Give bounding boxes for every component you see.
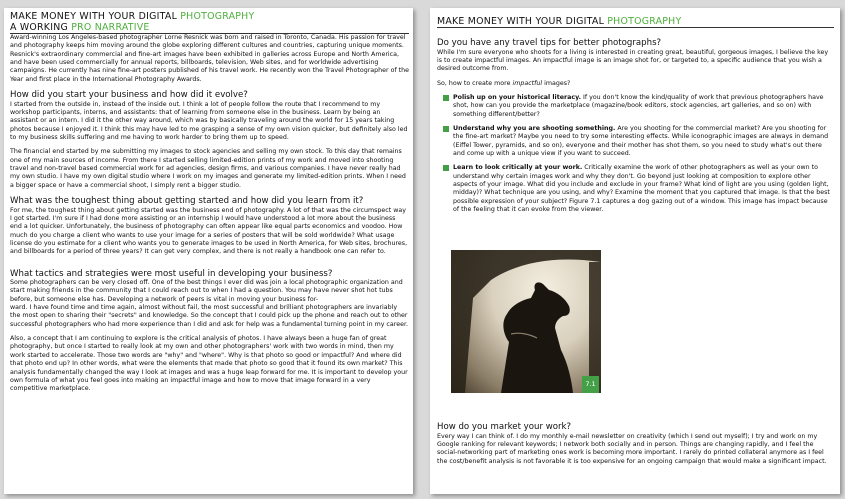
- answer-paragraph: For me, the toughest thing about getting started was the business end of photography. A lot of that was the circumspect way I got started. I'm sure if I had done more assisting or an internship I would have understood a lot more about the business end a lot quicker. Unfortunately, the business of photography can often appear like equal parts economics and voodoo. How much do you charge a client who wants to use your image for a series of posters that will be sold worldwide? What usage license do you estimate for a client who wants you to generate images to be used in North America, for Web sites, brochures, and billboards for a period of three years? It can get very complex, and there is not really a handbook one can refer to.: [10, 206, 408, 256]
- page-title: MAKE MONEY WITH YOUR DIGITAL PHOTOGRAPHY: [437, 16, 834, 28]
- bullet-item: Understand why you are shooting something. Are you shooting for the commercial market? Are you shooting for the fine-art market? Maybe you need to try some interesting effects. While iconographic images are always in demand (Eiffel Tower, pyramids, and so on), everyone and their mother has shot them, so you need to study what's out there and come up with a unique view if you want to succeed.: [443, 125, 834, 158]
- bullet-item: Polish up on your historical literacy. If you don't know the kind/quality of work that previous photographers have shot, how can you provide the marketplace (magazine/book editors, stock agencies, art galleries, and so on) with something different/better?: [443, 94, 834, 119]
- bullet-square-icon: [443, 126, 449, 132]
- question-heading: Do you have any travel tips for better photographs?: [437, 38, 662, 48]
- answer-paragraph: The financial end started by me submitting my images to stock agencies and selling my own stock. To this day that remains one of my main sources of income. From there I started selling limited-edition prints of my work and moved into shooting travel and non-travel based commercial work for ad agencies, design firms, and various companies. I have never really had my own studio. I have my own digital studio where I work on my images and generate my limited-edition prints. When I need a bigger space or have a commercial shoot, I simply rent a bigger studio.: [10, 148, 406, 189]
- page-subtitle: A WORKING PRO NARRATIVE: [10, 22, 409, 34]
- answer-paragraph: So, how to create more impactful images?: [437, 79, 571, 87]
- marketing-section: [437, 422, 834, 466]
- answer-paragraph: Also, a concept that I am continuing to explore is the critical analysis of photos. I have always been a huge fan of great photography, but once I started to really look at my own and other photographers' work with two words in mind, then my work started to accelerate. Those two words are "why" and "where". Why is that photo so good or impactful? And where did that photo end up? In other words, what were the elements that made that photo so good that it found its own market? This analysis fundamentally changed the way I look at images and was a huge leap forward for me. It is important to develop your own formula of what you feel goes into making an impactful image and how to move that image forward in a very competitive marketplace.: [10, 335, 408, 393]
- dog-window-photo: [451, 250, 601, 393]
- bullet-item: Learn to look critically at your work. Critically examine the work of other photographers as well as your own to understand why certain images work and why they don't. Go beyond just looking at composition to explore other aspects of your image. What did you include and exclude in your frame? What kind of light are you using (golden light, midday)? What technique are you using, and why? Examine the moment that you captured that image. Is that the best possible expression of your subject? Figure 7.1 captures a dog gazing out of a window. This image has impact because of the feeling that it can evoke from the viewer.: [443, 164, 834, 214]
- answer-paragraph: Every way I can think of. I do my monthly e-mail newsletter on creativity (which I send out myself); I try and work on my Google ranking for relevant keywords; I network both socially and in person. Things are changing rapidly, and I feel the social-networking part of marketing ones work is becoming more important. I rarely do printed collateral anymore as I feel the cost/benefit analysis is not favorable it is too expensive for an ongoing campaign that would make a significant impact.: [437, 432, 827, 465]
- bullet-square-icon: [443, 165, 449, 171]
- dog-silhouette-icon: [451, 250, 601, 393]
- right-page: [430, 8, 840, 494]
- answer-paragraph: I started from the outside in, instead of the inside out. I think a lot of people follow the route that I recommend to my workshop participants, interns, and assistants: that of learning from someone else in the business. Learn by being an assistant or an intern. I did it the other way around, which was by basically traveling around the world for 15 years taking photos because I enjoyed it. I think this may have led to me grasping a sense of my own vision quicker, but definitely also led to my business skills suffering and me having to work harder to bring them up to speed.: [10, 100, 408, 141]
- question-heading: How do you market your work?: [437, 422, 572, 432]
- question-heading: How did you start your business and how did it evolve?: [10, 90, 248, 101]
- answer-paragraph: While I'm sure everyone who shoots for a living is interested in creating great, beautiful, gorgeous images, I believe the key is to create impactful images. An impactful image is an image shot for, or targeted to, a specific audience that you wish a desired outcome from.: [437, 48, 829, 73]
- question-heading: What tactics and strategies were most useful in developing your business?: [10, 268, 333, 279]
- page-title: MAKE MONEY WITH YOUR DIGITAL PHOTOGRAPHY: [10, 11, 255, 22]
- answer-paragraph: ward. I have found time and time again, almost without fail, the most successful and brilliant photographers are invariably the most open to sharing their "secrets" and knowledge. So the concept that I could pick up the phone and reach out to other successful photographers who had more experience than I did and ask for help was a fundamental turning point in my career.: [10, 304, 408, 328]
- bullet-square-icon: [443, 95, 449, 101]
- figure-number-badge: 7.1: [582, 376, 599, 393]
- question-heading: What was the toughest thing about getting started and how did you learn from it?: [10, 196, 364, 206]
- answer-paragraph: Some photographers can be very closed off. One of the best things I ever did was join a local photographic organization and start making friends in the community that I could reach out to when I had a question. You may have never shot hot tubs before, but someone else has. Developing a network of peers is vital in moving your business for-: [10, 279, 403, 303]
- left-page: [4, 8, 413, 494]
- intro-paragraph: Award-winning Los Angeles-based photographer Lorne Resnick was born and raised in Toronto, Canada. His passion for travel and photography keeps him moving around the globe exploring different cultures and countries, capturing unique moments. Resnick's extraordinary commercial and fine-art images have been exhibited in galleries across Europe and North America, and have been used commercially for annual reports, billboards, television, Web sites, and for worldwide advertising campaigns. He currently has nine fine-art posters published of his travel work. He recently won the Travel Photographer of the Year and first place in the International Photography Awards.: [10, 34, 409, 83]
